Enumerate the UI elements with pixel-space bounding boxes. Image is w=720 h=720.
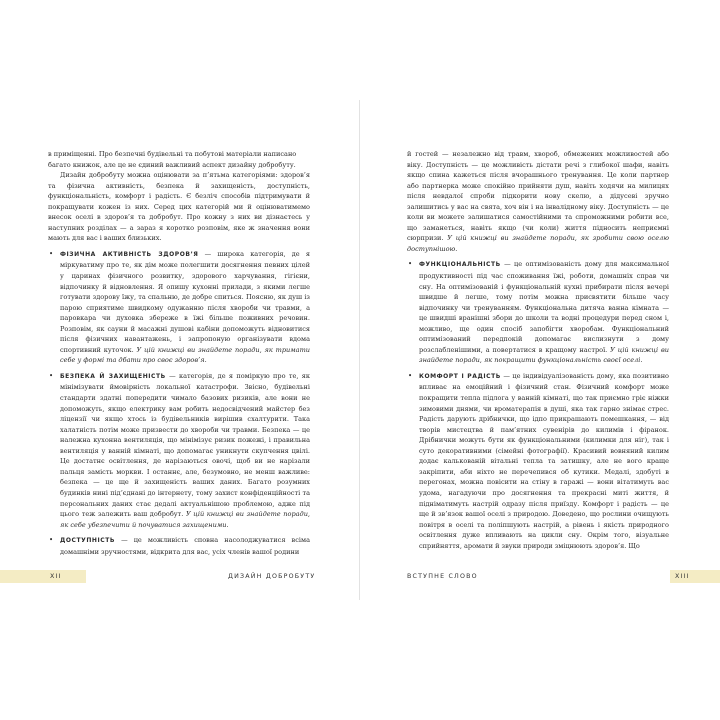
list-item	[407, 371, 669, 551]
item-text: — це індивідуалізованість дому, яка позитивно впливає на емоційний і фізичний стан. Фізичний комфорт може покращити тепла підлога у ванній кімнаті, що так приємно гріє ніжки зимовими днями, чи вроматерапія в душі, яка так гарно знімає стрес. Радість дарують дрібнички, що ідпо прикрашають помешкання, — від творів мистецтва й пам’ятних сувенірів до килимів і фіранок. Дрібнички можуть бути як функціональними (килимки для ніг), так і суто декоративними (сімейні фотографії). Красивий вовняний килим додає калькованій вітальні тепла та затишку, але не вого краще закріпити, аби ніхто не перечепився об кутики. Медалі, здобуті в перегонах, можна повісити на стіну в гаражі — вони вітатимуть вас удома, нагадуючи про досягнення та прекрасні миті життя, й підніматимуть настрій одразу після приїзду. Комфорт і радість — це ще й зв’язок вашої оселі з природою. Доведено, що рослини очищують повітря в оселі та поліпшують настрій, а рівень і якість природного освітлення дуже впливають на цикли сну. Окрім того, візуальне сприйняття, аромати й звуки природи зміцнюють здоров’я. Що	[419, 371, 669, 550]
item-reference: У цій книжці ви знайдете поради, як тримати себе у формі та дбати про своє здоров’я.	[60, 345, 310, 365]
bullet-glyph: •	[49, 536, 54, 545]
intro-line-1: в приміщенні. Про безпечні будівельні та побутові матеріали написано	[48, 150, 297, 158]
right-text-column	[407, 149, 669, 551]
bullet-glyph: •	[408, 260, 413, 269]
footer-color-band	[0, 570, 86, 583]
running-head: ДИЗАЙН ДОБРОБУТУ	[228, 573, 316, 580]
list-item	[48, 249, 310, 366]
item-reference: У цій книжці ви знайдете поради, як себе убезпечити й почуватися захищеними.	[60, 510, 310, 529]
right-page	[360, 0, 720, 720]
page-number: XII	[50, 573, 62, 580]
item-heading: КОМФОРТ І РАДІСТЬ	[419, 372, 501, 380]
page-number: XIII	[675, 573, 690, 580]
item-reference: У цій книжці ви знайдете поради, як покращити функціональність своєї оселі.	[419, 345, 669, 365]
list-item	[48, 535, 310, 557]
item-heading: ФУНКЦІОНАЛЬНІСТЬ	[419, 261, 501, 269]
item-text: — це оптимізованість дому для максимальної продуктивності під час споживання їжі, роботи, домашніх справ чи сну. На оптимізованій і функціональній кухні прибирати після вечері швидше й легше, тому потім можна присвятити більше часу відпочинку чи тренуванням. Функціональна дитяча ванна кімната — це швидші вранішні збори до школи та водні процедури перед сном і, можливо, ще один спосіб запобігти хворобам. Функціональний оптимізований передпокій допомагає вислизнути з дому розслабленішими, а повертатися в кращому настрої.	[419, 260, 669, 354]
item-text: — категорія, де я поміркую про те, як мінімізувати ймовірність локальної катастрофи. Звісно, будівельні стандарти здатні попередити чимало базових ризиків, але вони не допоможуть, якщо електрику вам робить недосвідчений майстер без ліцензії чи якщо хтось із будівельників вирішив схалтурити. Така халатність потім може призвести до хвороби чи травми. Безпека — це належна кухонна вентиляція, що мінімізує ризик пожежі, і правильна вентиляція у ванній кімнаті, що допомагає уникнути скупчення цвілі. Це достатнє освітлення, де нарізаються овочі, щоб ви не нарізали пальця замість моркви. І останнє, але, безумовно, не менш важливе: безпека — це ще й захищеність ваших даних. Багато розумних будинків нині під’єднані до інтернету, тому захист конфіденційності та персональних даних стає дедалі актуальнішою проблемою, адже під цього теж залежить ваш добробут.	[60, 371, 310, 519]
intro-paragraph: Дизайн добробуту можна оцінювати за п’ятьма категоріями: здоров’я та фізична активність, безпека й захищеність, доступність, функціональність, комфорт і радість. Є безліч способів підтримувати й покращувати кожен із них. Серед цих категорій ми й оцінюватимемо внесок оселі в здоров’я та добробут. Про кожну з них ви дізнаєтесь у наступних розділах — а зараз я коротко розповім, яке ж значення вони мають для вас і ваших близьких.	[48, 171, 310, 243]
bullet-glyph: •	[49, 371, 54, 380]
left-text-column	[48, 149, 310, 557]
intro-line-2: багато книжок, але це не єдиний важливий аспект дизайну добробуту.	[48, 160, 296, 169]
list-item	[407, 259, 669, 365]
item-heading: ФІЗИЧНА АКТИВНІСТЬ ЗДОРОВ’Я	[60, 250, 199, 258]
item-reference: У цій книжці ви знайдете поради, як зробити свою оселю доступнішою.	[407, 234, 669, 253]
item-heading: ДОСТУПНІСТЬ	[60, 537, 115, 545]
list-item	[48, 371, 310, 530]
item-text: — широка категорія, де я міркуватиму про те, як дім може полегшити досягнення певних цілей у царинах фізичного розвитку, здорового харчування, гігієни, відпочинку й відновлення. Я опишу кухонні прилади, з якими легше готувати здорову їжу, та спальню, де добре спиться. Поясню, як душ із парою сприятиме швидкому одужанню після хвороби чи травми, а паровкара чи духовка збереже в їжі більше поживних речовин. Розповім, як сауни й масажні душові кабіни допоможуть відновитися після фізичних навантажень, і запропоную організувати вдома спортивний куточок.	[60, 249, 310, 354]
bullet-glyph: •	[408, 371, 413, 380]
bullet-glyph: •	[49, 249, 54, 258]
continuation-text: й гостей — незалежно від травм, хвороб, обмежених можливостей або віку. Доступність — це можливість дістати речі з глибокої шафи, навіть якщо спина кажеться після вчорашнього тренування. Це коли партнер або партнерка може спокійно прийняти душ, навіть ходячи на милицях після невдалої спроби підкорити нову скелю, а дідусеві зручно залишитись у вас на свята, хоч він і на інвалідному віку. Доступність — це коли ви можете залишатися самостійними та спроможними робити все, що заманеться, навіть якщо (чи коли) життя підносить неприємні сюрпризи.	[407, 150, 669, 243]
item-text: — це можливість сповна насолоджуватися всіма домашніми зручностями, відкрита для вас, усіх членів вашої родини	[60, 536, 310, 556]
item-heading: БЕЗПЕКА Й ЗАХИЩЕНІСТЬ	[60, 372, 166, 380]
running-head: ВСТУПНЕ СЛОВО	[407, 573, 478, 580]
